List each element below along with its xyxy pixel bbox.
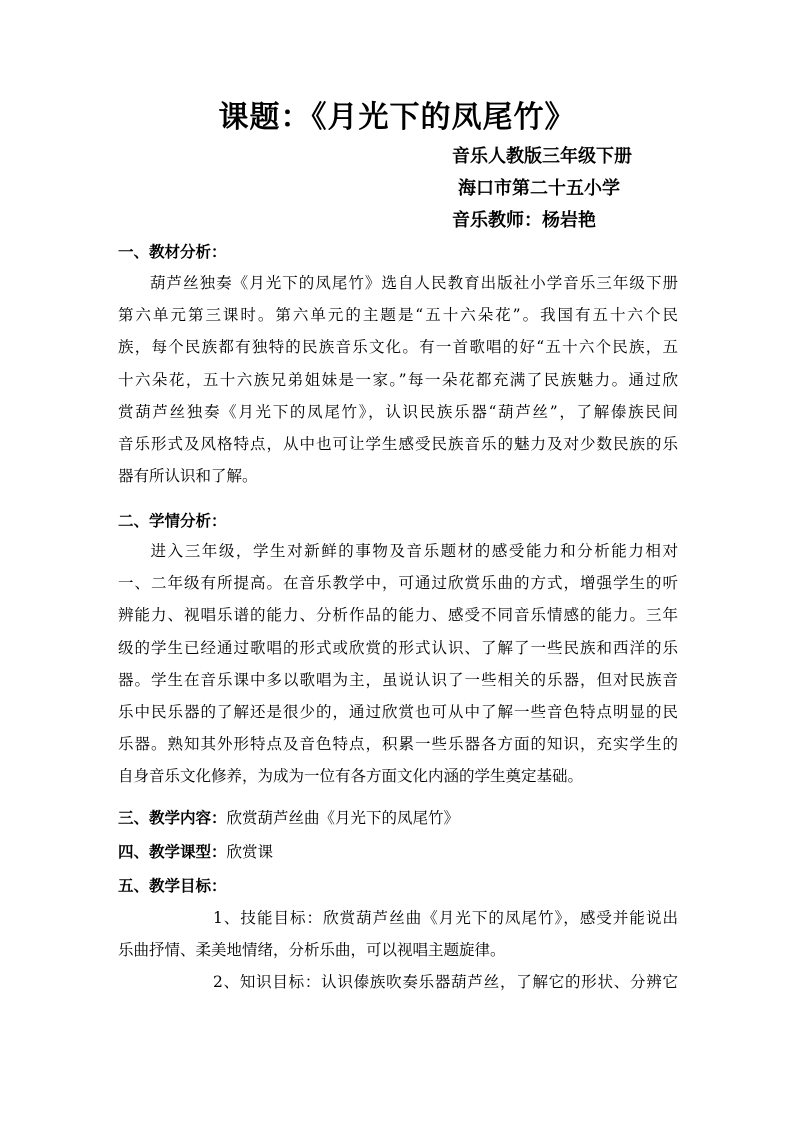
section-body-student-analysis <box>118 535 678 793</box>
section-heading-teaching-goals: 五、教学目标： <box>118 876 227 895</box>
paragraph-line: 乐器。熟知其外形特点及音色特点，积累一些乐器各方面的知识，充实学生的 <box>118 735 678 754</box>
teacher-name: 音乐教师：杨岩艳 <box>452 210 596 231</box>
section-heading-material-analysis: 一、教材分析： <box>118 242 227 261</box>
section-heading-lesson-type: 四、教学课型： <box>118 842 227 861</box>
section-body-teaching-goals <box>118 902 678 999</box>
paragraph-line: 级的学生已经通过歌唱的形式或欣赏的形式认识、了解了一些民族和西洋的乐 <box>118 638 678 657</box>
section-teaching-content <box>118 806 459 828</box>
paragraph-line: 1、技能目标：欣赏葫芦丝曲《月光下的凤尾竹》，感受并能说出 <box>213 909 678 927</box>
paragraph-line: 2、知识目标：认识傣族吹奏乐器葫芦丝，了解它的形状、分辨它 <box>213 973 678 992</box>
paragraph-line: 一、二年级有所提高。在音乐教学中，可通过欣赏乐曲的方式，增强学生的听 <box>118 574 678 593</box>
section-heading-teaching-content: 三、教学内容： <box>118 808 227 827</box>
textbook-info: 音乐人教版三年级下册 <box>452 146 632 167</box>
section-lesson-type <box>118 840 273 862</box>
lesson-title: 课题：《月光下的凤尾竹》 <box>218 100 576 135</box>
paragraph-line: 十六朵花，五十六族兄弟姐妹是一家。”每一朵花都充满了民族魅力。通过欣 <box>118 370 678 389</box>
paragraph-line: 器。学生在音乐课中多以歌唱为主，虽说认识了一些相关的乐器，但对民族音 <box>118 670 678 689</box>
paragraph-line: 器有所认识和了解。 <box>118 467 258 486</box>
section-heading-student-analysis: 二、学情分析： <box>118 511 227 530</box>
paragraph-line: 乐曲抒情、柔美地情绪，分析乐曲，可以视唱主题旋律。 <box>118 941 506 960</box>
paragraph-line: 葫芦丝独奏《月光下的凤尾竹》选自人民教育出版社小学音乐三年级下册 <box>149 274 678 292</box>
paragraph-line: 乐中民乐器的了解还是很少的，通过欣赏也可从中了解一些音色特点明显的民 <box>118 703 678 722</box>
teaching-content-value: 欣赏葫芦丝曲《月光下的凤尾竹》 <box>226 809 460 827</box>
lesson-type-value: 欣赏课 <box>226 843 274 861</box>
paragraph-line: 自身音乐文化修养，为成为一位有各方面文化内涵的学生奠定基础。 <box>118 767 584 786</box>
paragraph-line: 赏葫芦丝独奏《月光下的凤尾竹》，认识民族乐器“葫芦丝”，了解傣族民间 <box>118 402 678 421</box>
paragraph-line: 族，每个民族都有独特的民族音乐文化。有一首歌唱的好“五十六个民族，五 <box>118 338 678 357</box>
section-body-material-analysis <box>118 267 678 492</box>
school-name: 海口市第二十五小学 <box>458 178 620 199</box>
paragraph-line: 音乐形式及风格特点，从中也可让学生感受民族音乐的魅力及对少数民族的乐 <box>118 435 678 454</box>
paragraph-line: 第六单元第三课时。第六单元的主题是“五十六朵花”。我国有五十六个民 <box>118 306 678 325</box>
paragraph-line: 辨能力、视唱乐谱的能力、分析作品的能力、感受不同音乐情感的能力。三年 <box>118 606 678 625</box>
paragraph-line: 进入三年级，学生对新鲜的事物及音乐题材的感受能力和分析能力相对 <box>149 542 678 560</box>
